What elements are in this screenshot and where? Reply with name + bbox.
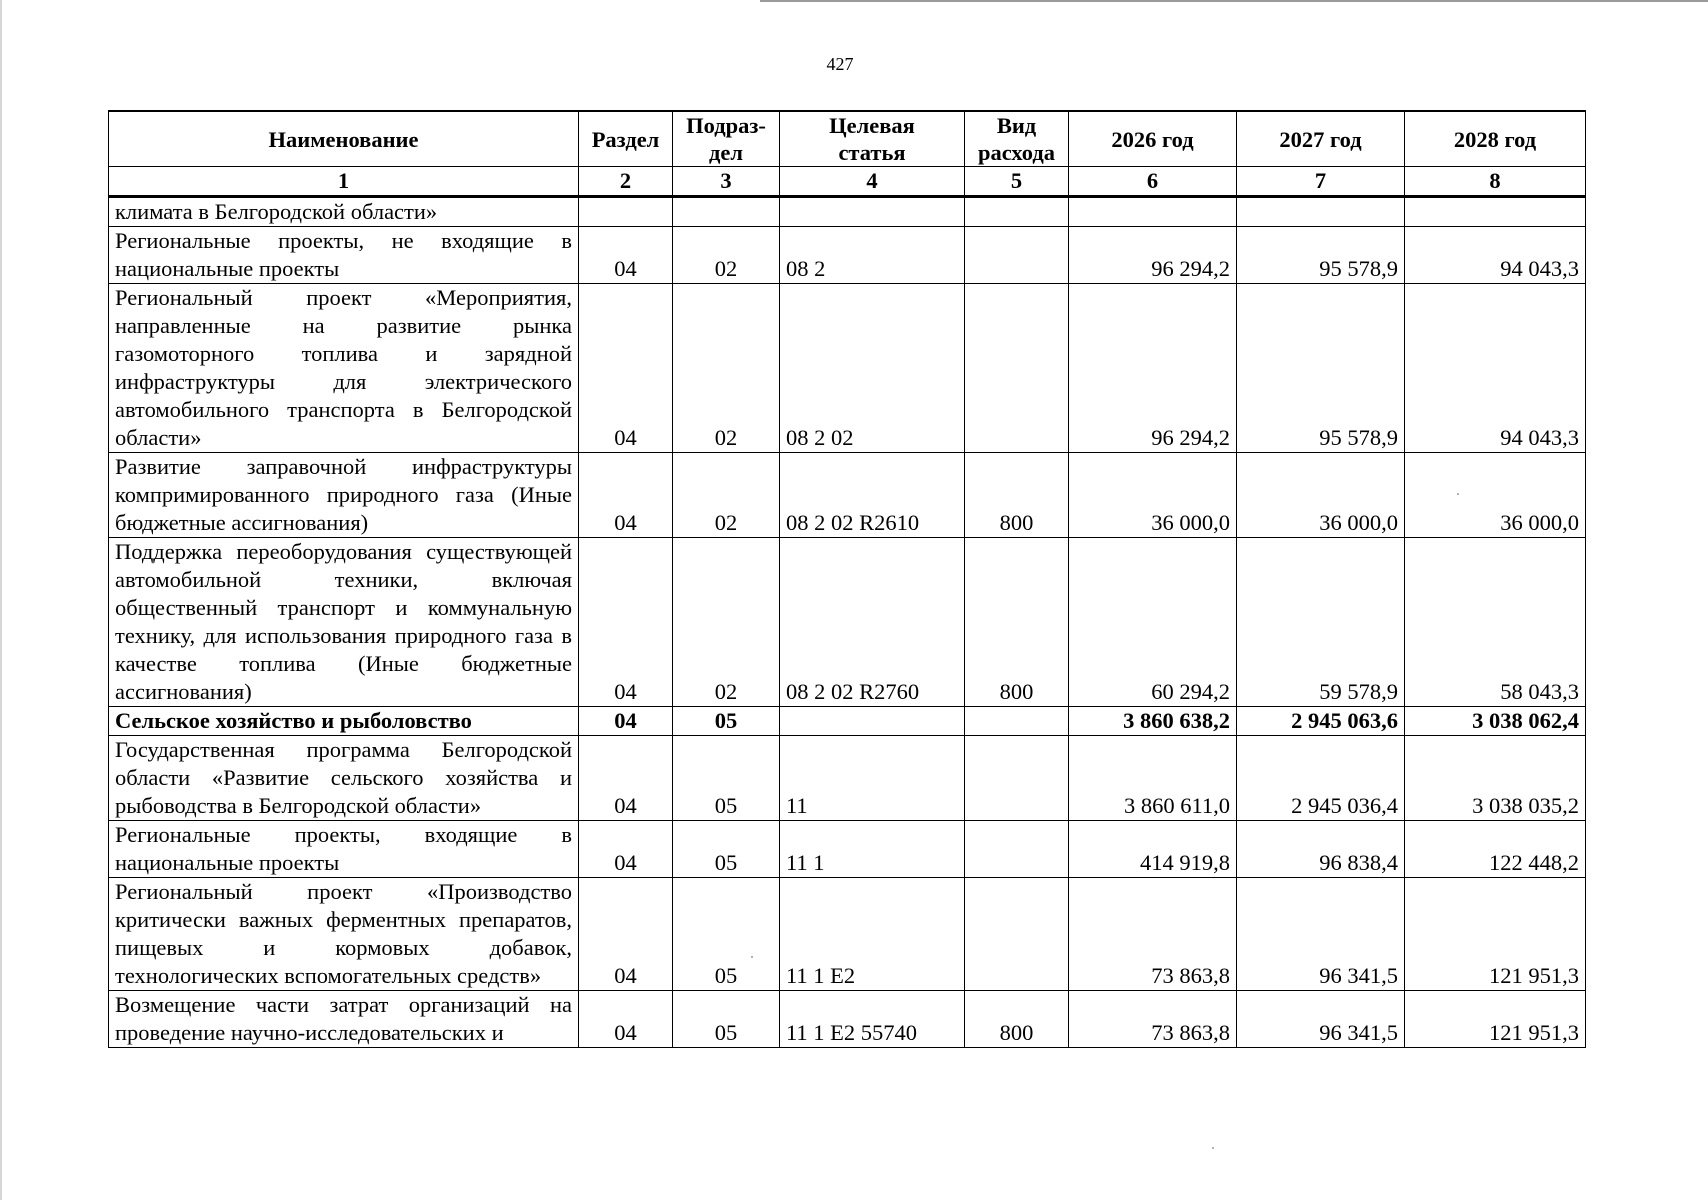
row-value-2028: 36 000,0 [1405, 453, 1586, 538]
row-vid-raskhoda [965, 736, 1069, 821]
row-vid-raskhoda: 800 [965, 453, 1069, 538]
table-row [109, 538, 1586, 707]
row-razdel [579, 197, 673, 227]
row-value-2027: 59 578,9 [1237, 538, 1405, 707]
row-name: Государственная программа Белгородской области «Развитие сельского хозяйства и рыбоводства в Белгородской области» [109, 736, 579, 821]
row-vid-raskhoda [965, 707, 1069, 736]
row-vid-raskhoda [965, 878, 1069, 991]
row-value-2026: 3 860 638,2 [1069, 707, 1237, 736]
column-number: 8 [1405, 167, 1586, 197]
row-podrazdel [673, 197, 780, 227]
row-podrazdel: 02 [673, 284, 780, 453]
table-row [109, 227, 1586, 284]
row-value-2028: 94 043,3 [1405, 284, 1586, 453]
column-number: 1 [109, 167, 579, 197]
table-row [109, 284, 1586, 453]
row-value-2026: 73 863,8 [1069, 991, 1237, 1048]
row-podrazdel: 02 [673, 227, 780, 284]
row-razdel: 04 [579, 821, 673, 878]
table-row [109, 736, 1586, 821]
row-statya: 08 2 02 [780, 284, 965, 453]
row-razdel: 04 [579, 991, 673, 1048]
row-value-2027: 95 578,9 [1237, 284, 1405, 453]
row-value-2027: 36 000,0 [1237, 453, 1405, 538]
row-name: Региональный проект «Производство критически важных ферментных препаратов, пищевых и кормовых добавок, технологических вспомогательных средств» [109, 878, 579, 991]
column-number: 6 [1069, 167, 1237, 197]
column-number: 3 [673, 167, 780, 197]
row-value-2026: 414 919,8 [1069, 821, 1237, 878]
table-header-row [109, 111, 1586, 167]
row-statya: 11 1 E2 55740 [780, 991, 965, 1048]
scan-speck [1212, 1147, 1214, 1149]
row-value-2028: 122 448,2 [1405, 821, 1586, 878]
row-vid-raskhoda: 800 [965, 991, 1069, 1048]
row-vid-raskhoda [965, 821, 1069, 878]
row-value-2026: 60 294,2 [1069, 538, 1237, 707]
row-value-2028: 58 043,3 [1405, 538, 1586, 707]
row-name: Региональные проекты, не входящие в национальные проекты [109, 227, 579, 284]
scan-top-edge [760, 0, 1708, 2]
row-value-2027: 96 341,5 [1237, 991, 1405, 1048]
row-value-2027: 2 945 036,4 [1237, 736, 1405, 821]
row-value-2026: 96 294,2 [1069, 284, 1237, 453]
row-statya [780, 707, 965, 736]
table-row [109, 453, 1586, 538]
table-row-section [109, 707, 1586, 736]
header-podrazdel: Подраз- дел [673, 111, 780, 167]
header-year-2027: 2027 год [1237, 111, 1405, 167]
table-row [109, 991, 1586, 1048]
scan-left-edge [0, 0, 2, 1200]
row-value-2027: 95 578,9 [1237, 227, 1405, 284]
row-razdel: 04 [579, 707, 673, 736]
header-statya: Целевая статья [780, 111, 965, 167]
table-row [109, 821, 1586, 878]
row-value-2028: 121 951,3 [1405, 878, 1586, 991]
row-razdel: 04 [579, 736, 673, 821]
column-number: 4 [780, 167, 965, 197]
column-number: 5 [965, 167, 1069, 197]
row-statya: 11 1 [780, 821, 965, 878]
row-razdel: 04 [579, 227, 673, 284]
row-value-2026: 96 294,2 [1069, 227, 1237, 284]
row-value-2026: 36 000,0 [1069, 453, 1237, 538]
row-name: Региональный проект «Мероприятия, направленные на развитие рынка газомоторного топлива и зарядной инфраструктуры для электрического автомобильного транспорта в Белгородской области» [109, 284, 579, 453]
row-statya: 08 2 [780, 227, 965, 284]
row-value-2028: 3 038 062,4 [1405, 707, 1586, 736]
row-vid-raskhoda [965, 284, 1069, 453]
row-vid-raskhoda [965, 227, 1069, 284]
scan-speck [1457, 493, 1459, 495]
row-statya [780, 197, 965, 227]
row-value-2027: 96 838,4 [1237, 821, 1405, 878]
row-razdel: 04 [579, 878, 673, 991]
row-value-2028 [1405, 197, 1586, 227]
budget-table [108, 110, 1586, 1048]
row-razdel: 04 [579, 538, 673, 707]
page-number: 427 [826, 54, 854, 74]
column-number-row [109, 167, 1586, 197]
row-statya: 11 [780, 736, 965, 821]
row-name: Возмещение части затрат организаций на проведение научно-исследовательских и [109, 991, 579, 1048]
header-year-2028: 2028 год [1405, 111, 1586, 167]
column-number: 7 [1237, 167, 1405, 197]
row-vid-raskhoda: 800 [965, 538, 1069, 707]
row-razdel: 04 [579, 453, 673, 538]
table-row [109, 197, 1586, 227]
row-podrazdel: 05 [673, 821, 780, 878]
row-name: Поддержка переоборудования существующей автомобильной техники, включая общественный транспорт и коммунальную технику, для использования природного газа в качестве топлива (Иные бюджетные ассигнования) [109, 538, 579, 707]
row-podrazdel: 05 [673, 991, 780, 1048]
row-statya: 08 2 02 R2610 [780, 453, 965, 538]
row-podrazdel: 05 [673, 736, 780, 821]
row-razdel: 04 [579, 284, 673, 453]
row-value-2027: 2 945 063,6 [1237, 707, 1405, 736]
row-value-2027 [1237, 197, 1405, 227]
row-name: Развитие заправочной инфраструктуры компримированного природного газа (Иные бюджетные ассигнования) [109, 453, 579, 538]
row-name: климата в Белгородской области» [109, 197, 579, 227]
row-value-2028: 94 043,3 [1405, 227, 1586, 284]
header-name: Наименование [109, 111, 579, 167]
row-statya: 11 1 E2 [780, 878, 965, 991]
row-name: Региональные проекты, входящие в национальные проекты [109, 821, 579, 878]
header-razdel: Раздел [579, 111, 673, 167]
row-podrazdel: 02 [673, 453, 780, 538]
row-name: Сельское хозяйство и рыболовство [109, 707, 579, 736]
header-vid-raskhoda: Вид расхода [965, 111, 1069, 167]
row-value-2026 [1069, 197, 1237, 227]
row-value-2027: 96 341,5 [1237, 878, 1405, 991]
row-value-2026: 73 863,8 [1069, 878, 1237, 991]
row-statya: 08 2 02 R2760 [780, 538, 965, 707]
scan-speck [751, 956, 753, 958]
row-vid-raskhoda [965, 197, 1069, 227]
column-number: 2 [579, 167, 673, 197]
row-podrazdel: 05 [673, 878, 780, 991]
row-value-2028: 121 951,3 [1405, 991, 1586, 1048]
row-podrazdel: 05 [673, 707, 780, 736]
row-podrazdel: 02 [673, 538, 780, 707]
row-value-2026: 3 860 611,0 [1069, 736, 1237, 821]
header-year-2026: 2026 год [1069, 111, 1237, 167]
row-value-2028: 3 038 035,2 [1405, 736, 1586, 821]
table-row [109, 878, 1586, 991]
